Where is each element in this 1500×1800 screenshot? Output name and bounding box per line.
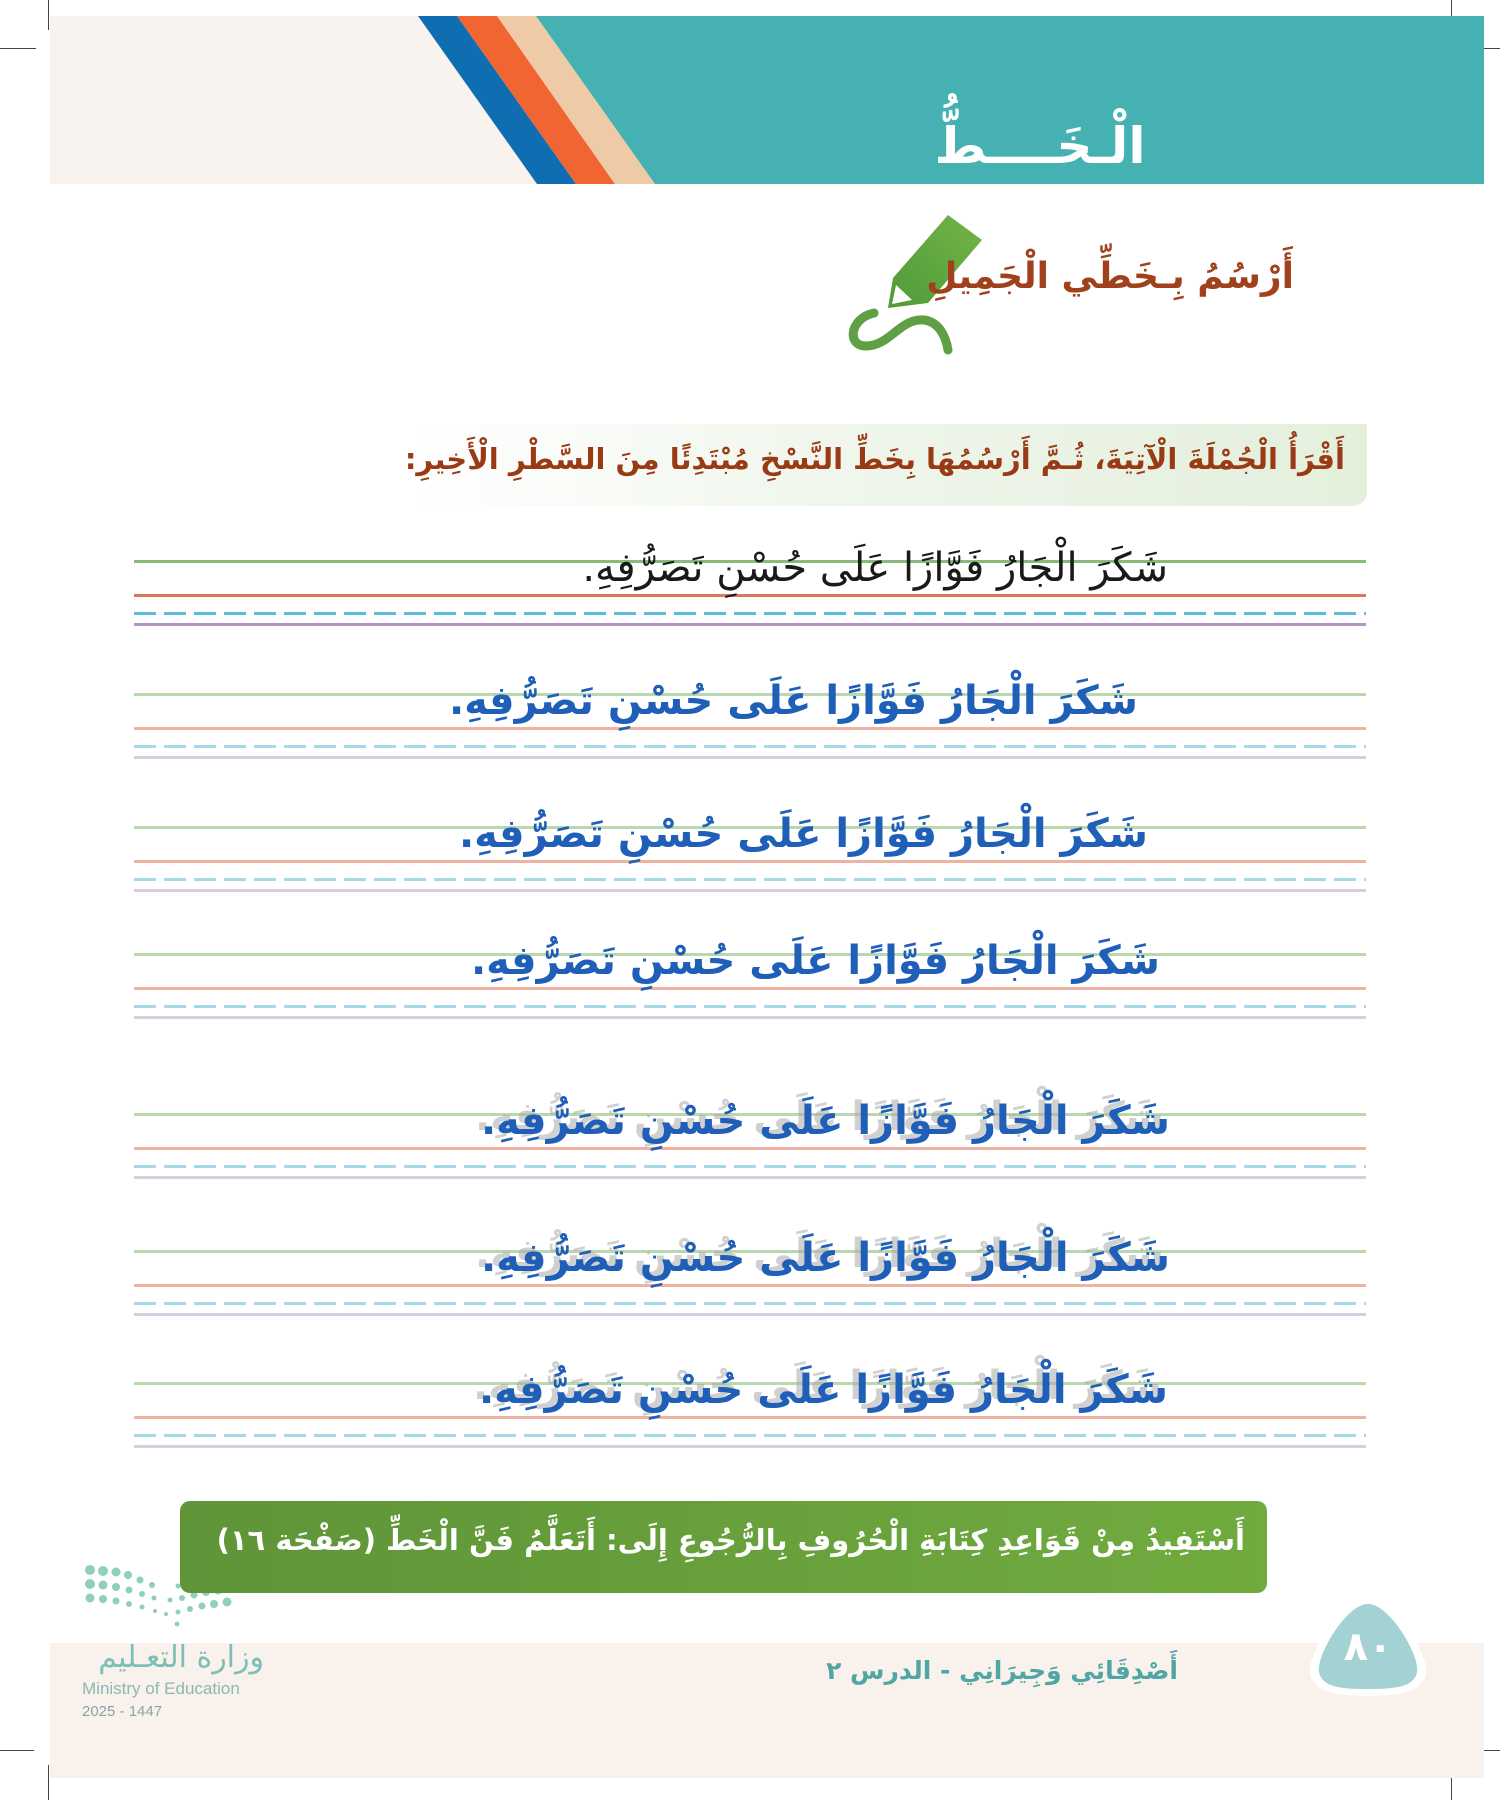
edition-year: 2025 - 1447: [82, 1703, 163, 1720]
descender-line: [134, 623, 1366, 626]
crop-mark: [48, 0, 49, 30]
instruction-box: [405, 424, 1367, 506]
section-heading: [840, 208, 1320, 358]
handwritten-sentence: شَكَرَ الْجَارُ فَوَّازًا عَلَى حُسْنِ تَصَرُّفِهِ.: [470, 938, 1160, 984]
dashed-guide-line: [134, 745, 1366, 748]
handwritten-sentence: شَكَرَ الْجَارُ فَوَّازًا عَلَى حُسْنِ تَصَرُّفِهِ.: [478, 1367, 1168, 1413]
footer-band: [50, 1643, 1484, 1778]
crop-mark: [0, 1750, 34, 1751]
tip-banner: [180, 1501, 1267, 1593]
dashed-guide-line: [134, 878, 1366, 881]
descender-line: [134, 889, 1366, 892]
chapter-header: [50, 16, 1484, 184]
dashed-guide-line: [134, 1434, 1366, 1437]
crop-mark: [0, 48, 36, 49]
descender-line: [134, 756, 1366, 759]
practice-row[interactable]: [134, 678, 1366, 793]
section-heading-label: أَرْسُمُ بِـخَطِّي الْجَمِيلِ: [926, 256, 1294, 297]
descender-line: [134, 1176, 1366, 1179]
handwritten-sentence: شَكَرَ الْجَارُ فَوَّازًا عَلَى حُسْنِ تَصَرُّفِهِ.: [448, 678, 1138, 724]
dashed-guide-line: [134, 1165, 1366, 1168]
instruction-text: أَقْرَأُ الْجُمْلَةَ الْآتِيَةَ، ثُـمَّ أَرْسُمُهَا بِخَطِّ النَّسْخِ مُبْتَدِئًا مِنَ السَّطْرِ الْأَخِيرِ:: [404, 442, 1345, 476]
handwritten-sentence: شَكَرَ الْجَارُ فَوَّازًا عَلَى حُسْنِ تَصَرُّفِهِ.: [458, 811, 1148, 857]
page-number: ٨٠: [1343, 1624, 1393, 1670]
model-sentence-row: [134, 545, 1366, 660]
tip-text: أَسْتَفِيدُ مِنْ قَوَاعِدِ كِتَابَةِ الْحُرُوفِ بِالرُّجُوعِ إِلَى: أَتَعَلَّمُ فَنَّ الْخَطِّ (صَفْحَة ١٦): [216, 1523, 1245, 1557]
ministry-name-english: Ministry of Education: [82, 1679, 240, 1698]
chapter-title: الْـخَــــطُّ: [934, 117, 1146, 175]
page-number-badge: [1304, 1594, 1432, 1698]
header-stripes: [50, 16, 1484, 184]
dashed-guide-line: [134, 1302, 1366, 1305]
descender-line: [134, 1313, 1366, 1316]
crop-mark: [48, 1765, 49, 1800]
handwritten-sentence: شَكَرَ الْجَارُ فَوَّازًا عَلَى حُسْنِ تَصَرُّفِهِ.: [480, 1098, 1170, 1144]
descender-line: [134, 1445, 1366, 1448]
model-sentence: شَكَرَ الْجَارُ فَوَّازًا عَلَى حُسْنِ تَصَرُّفِهِ.: [582, 545, 1168, 591]
handwritten-sentence: شَكَرَ الْجَارُ فَوَّازًا عَلَى حُسْنِ تَصَرُّفِهِ.: [480, 1235, 1170, 1281]
lesson-label: أَصْدِقَائِي وَجِيرَانِي - الدرس ٢: [826, 1656, 1178, 1685]
practice-row[interactable]: [134, 811, 1366, 926]
descender-line: [134, 1016, 1366, 1019]
dashed-guide-line: [134, 1005, 1366, 1008]
practice-row[interactable]: [134, 938, 1366, 1053]
ministry-name-arabic: وزارة التعـليم: [98, 1640, 264, 1675]
practice-row[interactable]: [134, 1098, 1366, 1213]
dashed-guide-line: [134, 612, 1366, 615]
practice-row[interactable]: [134, 1235, 1366, 1350]
practice-row[interactable]: [134, 1367, 1366, 1482]
